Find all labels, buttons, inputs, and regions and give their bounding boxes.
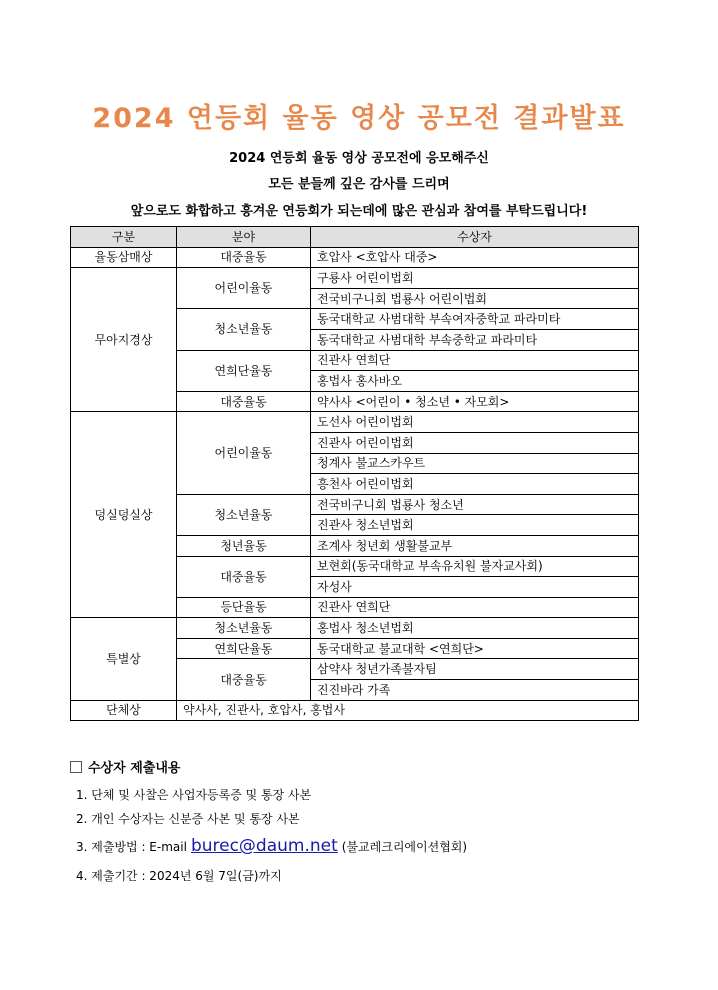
table-row xyxy=(71,268,639,289)
field-cell: 연희단율동 xyxy=(177,350,311,391)
table-row xyxy=(71,247,639,268)
winner-cell: 도선사 어린이법회 xyxy=(311,412,639,433)
group-award-winners: 약사사, 진관사, 호압사, 홍법사 xyxy=(177,700,639,721)
field-cell: 대중율동 xyxy=(177,659,311,700)
winner-cell: 구룡사 어린이법회 xyxy=(311,268,639,289)
winner-cell: 삼약사 청년가족불자팀 xyxy=(311,659,639,680)
intro-line-1: 2024 연등회 율동 영상 공모전에 응모해주신 xyxy=(229,151,489,166)
submission-item-4: 4. 제출기간 : 2024년 6월 7일(금)까지 xyxy=(76,869,282,883)
winner-cell: 진관사 연희단 xyxy=(311,350,639,371)
winner-cell: 진관사 어린이법회 xyxy=(311,432,639,453)
field-cell: 청소년율동 xyxy=(177,618,311,639)
winner-cell: 자성사 xyxy=(311,577,639,598)
winner-cell: 홍법사 청소년법회 xyxy=(311,618,639,639)
submission-item-3 xyxy=(76,836,467,856)
table-row xyxy=(71,412,639,433)
intro-line-2: 모든 분들께 깊은 감사를 드리며 xyxy=(268,177,450,192)
winner-cell: 약사사 <어린이 • 청소년 • 자모회> xyxy=(311,391,639,412)
table-header-row xyxy=(71,227,639,248)
submission-heading xyxy=(70,757,180,776)
field-cell: 어린이율동 xyxy=(177,412,311,494)
field-cell: 대중율동 xyxy=(177,391,311,412)
submission-item-2: 2. 개인 수상자는 신분증 사본 및 통장 사본 xyxy=(76,812,300,826)
winner-cell: 동국대학교 사범대학 부속여자중학교 파라미타 xyxy=(311,309,639,330)
checkbox-icon xyxy=(70,761,82,773)
intro-line-3: 앞으로도 화합하고 흥겨운 연등회가 되는데에 많은 관심과 참여를 부탁드립니다! xyxy=(130,204,588,219)
field-cell: 대중율동 xyxy=(177,247,311,268)
award-category-cell: 율동삼매상 xyxy=(71,247,177,268)
field-cell: 청소년율동 xyxy=(177,494,311,535)
field-cell: 대중율동 xyxy=(177,556,311,597)
field-cell: 등단율동 xyxy=(177,597,311,618)
winner-cell: 호압사 <호압사 대중> xyxy=(311,247,639,268)
winner-cell: 진관사 연희단 xyxy=(311,597,639,618)
field-cell: 청년율동 xyxy=(177,535,311,556)
table-body xyxy=(71,247,639,700)
winner-cell: 흥천사 어린이법회 xyxy=(311,474,639,495)
winner-cell: 조계사 청년회 생활불교부 xyxy=(311,535,639,556)
winner-cell: 진관사 청소년법회 xyxy=(311,515,639,536)
page-title: 2024 연등회 율동 영상 공모전 결과발표 xyxy=(92,103,626,134)
award-category-cell: 덩실덩실상 xyxy=(71,412,177,618)
submission-item-1: 1. 단체 및 사찰은 사업자등록증 및 통장 사본 xyxy=(76,788,312,802)
table-row xyxy=(71,618,639,639)
submission-heading-text: 수상자 제출내용 xyxy=(88,761,181,776)
email-link[interactable]: burec@daum.net xyxy=(190,836,338,856)
group-award-row xyxy=(71,700,639,721)
winner-cell: 전국비구니회 법룡사 어린이법회 xyxy=(311,288,639,309)
winner-cell: 동국대학교 사범대학 부속중학교 파라미타 xyxy=(311,329,639,350)
winner-cell: 보현회(동국대학교 부속유치원 불자교사회) xyxy=(311,556,639,577)
field-cell: 청소년율동 xyxy=(177,309,311,350)
winner-cell: 동국대학교 불교대학 <연희단> xyxy=(311,638,639,659)
group-award-label: 단체상 xyxy=(71,700,177,721)
award-category-cell: 특별상 xyxy=(71,618,177,700)
header-award: 구분 xyxy=(71,227,177,248)
header-field: 분야 xyxy=(177,227,311,248)
award-category-cell: 무아지경상 xyxy=(71,268,177,412)
organization-name: (불교레크리에이션협회) xyxy=(341,840,468,854)
winner-cell: 청계사 불교스카우트 xyxy=(311,453,639,474)
winner-cell: 진진바라 가족 xyxy=(311,680,639,701)
field-cell: 어린이율동 xyxy=(177,268,311,309)
header-winner: 수상자 xyxy=(311,227,639,248)
field-cell: 연희단율동 xyxy=(177,638,311,659)
results-table xyxy=(70,226,639,721)
submission-item-3-label: 3. 제출방법 : E-mail xyxy=(76,840,187,854)
winner-cell: 홍법사 홍사바오 xyxy=(311,371,639,392)
winner-cell: 전국비구니회 법룡사 청소년 xyxy=(311,494,639,515)
